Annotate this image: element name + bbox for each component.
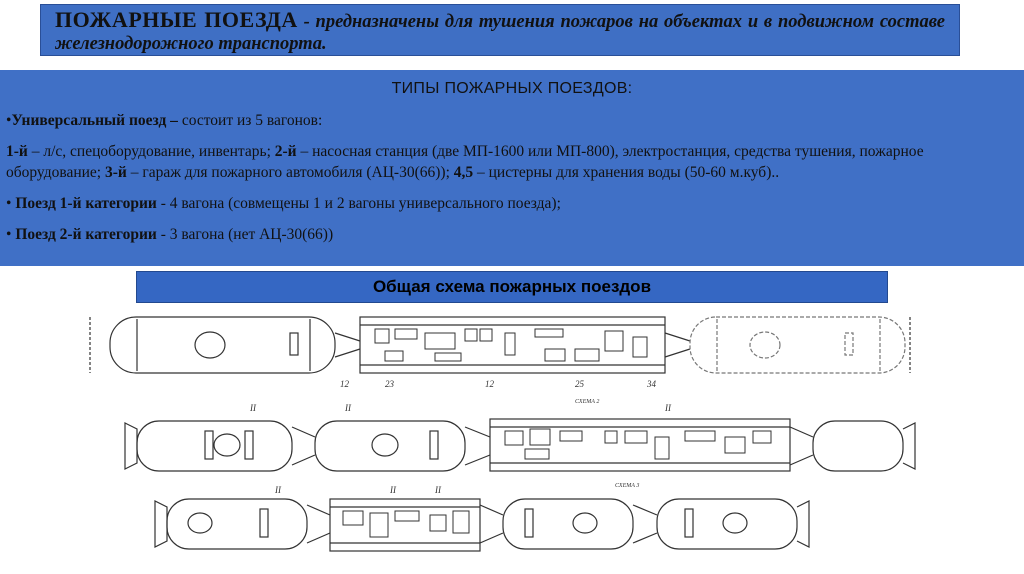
row2-label-1: II	[250, 403, 256, 413]
wagon-2-num: 2-й	[274, 143, 297, 160]
title-dash: -	[297, 12, 316, 32]
row3-label-2: II	[390, 485, 396, 495]
wagon-3-text: – гараж для пожарного автомобиля (АЦ-30(66));	[126, 164, 454, 181]
row1-label-5: 34	[647, 379, 656, 389]
category-1-label: Поезд 1-й категории	[15, 195, 157, 212]
train-types-panel	[0, 70, 1024, 266]
scheme-row-3	[155, 499, 809, 551]
wagon-3-num: 3-й	[105, 164, 127, 181]
bullet: •	[6, 195, 16, 212]
row3-label-1: II	[275, 485, 281, 495]
row2-caption: СХЕМА 2	[575, 399, 600, 405]
scheme-row-2	[125, 419, 915, 471]
universal-train-text: состоит из 5 вагонов:	[177, 112, 323, 129]
title-banner	[40, 4, 960, 56]
row1-label-1: 12	[340, 379, 349, 389]
category-2-text: - 3 вагона (нет АЦ-30(66))	[156, 226, 334, 243]
train-types-header: ТИПЫ ПОЖАРНЫХ ПОЕЗДОВ:	[391, 80, 633, 97]
title-description: предназначены для тушения пожаров на объектах и в подвижном составе железнодорожного транспорта.	[55, 12, 945, 54]
wagon-1-num: 1-й	[6, 143, 28, 160]
train-schemes-diagram	[85, 303, 930, 573]
row3-label-3: II	[435, 485, 441, 495]
category-1-text: - 4 вагона (совмещены 1 и 2 вагоны универсального поезда);	[156, 195, 561, 212]
row2-label-3: II	[665, 403, 671, 413]
row1-label-3: 12	[485, 379, 494, 389]
scheme-row-1	[90, 317, 910, 373]
category-2-item	[6, 224, 1018, 245]
wagon-45-text: – цистерны для хранения воды (50-60 м.куб)..	[473, 164, 780, 181]
universal-train-item	[6, 110, 1018, 131]
scheme-header: Общая схема пожарных поездов	[136, 271, 888, 303]
bullet: •	[6, 112, 12, 129]
wagon-1-text: – л/с, спецоборудование, инвентарь;	[27, 143, 275, 160]
wagon-2-text: – насосная станция (две МП-1600 или МП-800), электростанция, средства тушения, пожарное оборудование;	[6, 143, 924, 181]
wagon-45-num: 4,5	[453, 164, 474, 181]
row1-label-4: 25	[575, 379, 584, 389]
wagons-description	[6, 141, 1018, 183]
row3-caption: СХЕМА 3	[615, 483, 640, 489]
category-2-label: Поезд 2-й категории	[15, 226, 157, 243]
category-1-item	[6, 193, 1018, 214]
row1-label-2: 23	[385, 379, 394, 389]
universal-train-label: Универсальный поезд –	[11, 112, 178, 129]
row2-label-2: II	[345, 403, 351, 413]
train-types-body	[0, 110, 1024, 245]
bullet: •	[6, 226, 16, 243]
title-heading: ПОЖАРНЫЕ ПОЕЗДА	[55, 7, 298, 32]
